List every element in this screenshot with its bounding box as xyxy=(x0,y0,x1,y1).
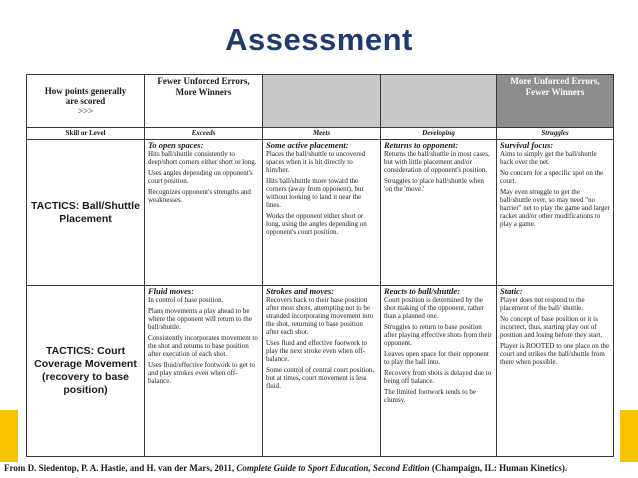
cell-text: No concern for a specific spot on the court. xyxy=(500,169,604,185)
cell-text: Struggles to place ball/shuttle when 'on the 'move.' xyxy=(384,177,484,193)
cell-text: Recognizes opponent's strengths and weaknesses. xyxy=(148,188,251,204)
cell-heading: Reacts to ball/shuttle: xyxy=(384,286,461,296)
cell-text: Works the opponent either short or long, using the angles depending on opponent's court position. xyxy=(266,212,367,236)
cell-text: Recovery from shots is delayed due to being off balance. xyxy=(384,369,492,385)
row-label-placement: TACTICS: Ball/Shuttle Placement xyxy=(27,140,145,286)
scoring-corner-cell xyxy=(27,75,145,128)
cell-placement-meets xyxy=(263,140,381,286)
cell-text: May even struggle to get the ball/shuttle over, so may need "no barrier" net to play the game and larger racket and/or other modifications to play a game. xyxy=(500,188,610,228)
corner-line-1: How points generally xyxy=(44,86,127,96)
row-label-court-coverage: TACTICS: Court Coverage Movement (recovery to base position) xyxy=(27,286,145,457)
cell-text: Uses angles depending on opponent's court position. xyxy=(148,169,253,185)
cell-text: Uses fluid/effective footwork to get to and play strokes even when off-balance. xyxy=(148,361,255,385)
right-accent-bar xyxy=(620,410,638,462)
cell-text: Player is ROOTED to one place on the court and strikes the ball/shuttle from there when possible. xyxy=(500,342,610,366)
citation-footer xyxy=(0,462,638,478)
cell-heading: Fluid moves: xyxy=(148,286,195,296)
cell-text: Some control of central court position, but at times, court movement is less fluid. xyxy=(266,366,375,390)
cell-heading: Strokes and moves: xyxy=(266,286,334,296)
cell-placement-struggles xyxy=(497,140,614,286)
cell-text: Court position is determined by the shot making of the opponent, rather than a planned one. xyxy=(384,296,484,320)
level-exceeds: Exceeds xyxy=(145,128,263,140)
cell-heading: Some active placement: xyxy=(266,140,349,150)
level-struggles: Struggles xyxy=(497,128,614,140)
cell-text: Returns the ball/shuttle in most cases, but with little placement and/or consideration of opponent's position. xyxy=(384,150,490,174)
header-gray-cell-1 xyxy=(263,75,381,128)
cell-coverage-meets xyxy=(263,286,381,457)
cell-text: Places the ball/shuttle to uncovered spaces when it is hit directly to him/her. xyxy=(266,150,366,174)
cell-coverage-struggles xyxy=(497,286,614,457)
cell-text: Struggles to return to base position after playing effective shots from their opponent. xyxy=(384,323,492,347)
cell-placement-exceeds xyxy=(145,140,263,286)
cell-text: Aims to simply get the ball/shuttle back over the net. xyxy=(500,150,597,166)
cell-text: Hits ball/shuttle more toward the corners (away from opponent), but without looking to land it near the lines. xyxy=(266,177,364,209)
cell-coverage-exceeds xyxy=(145,286,263,457)
cell-text: The limited footwork tends to be clumsy. xyxy=(384,388,476,404)
citation-suffix: (Champaign, IL: Human Kinetics). xyxy=(431,463,568,473)
cell-text: Leaves open space for their opponent to play the ball into. xyxy=(384,350,489,366)
level-header-row xyxy=(27,128,614,140)
level-meets: Meets xyxy=(263,128,381,140)
skill-level-header: Skill or Level xyxy=(27,128,145,140)
cell-coverage-developing xyxy=(381,286,497,457)
level-developing: Developing xyxy=(381,128,497,140)
page-title: Assessment xyxy=(225,22,413,57)
cell-placement-developing xyxy=(381,140,497,286)
cell-text: Recovers back to their base position after most shots, attempting not to be stranded incorporating movement into the shot, returning to base position after each shot. xyxy=(266,296,374,336)
cell-text: No concept of base position or it is incorrect, thus, starting play out of position and losing before they start. xyxy=(500,315,603,339)
table-row xyxy=(27,286,614,457)
cell-text: In control of base position. xyxy=(148,296,224,304)
cell-heading: To open spaces: xyxy=(148,140,204,150)
cell-text: Player does not respond to the placement of the ball/ shuttle. xyxy=(500,296,585,312)
corner-line-2: are scored xyxy=(65,96,106,106)
table-row xyxy=(27,140,614,286)
corner-arrows: >>> xyxy=(77,106,94,116)
cell-heading: Returns to opponent: xyxy=(384,140,459,150)
cell-text: Uses fluid and effective footwork to play the next stroke even when off-balance. xyxy=(266,339,368,363)
cell-text: Consistently incorporates movement to the shot and returns to base position after execution of each shot. xyxy=(148,334,258,358)
scoring-header-row xyxy=(27,75,614,128)
citation-prefix: From D. Siedentop, P. A. Hastie, and H. van der Mars, 2011, xyxy=(4,463,235,473)
citation-book-title: Complete Guide to Sport Education, Second Edition xyxy=(236,463,430,473)
cell-heading: Survival focus: xyxy=(500,140,554,150)
assessment-rubric-table xyxy=(26,74,614,457)
cell-text: Hits ball/shuttle consistently to deep/short corners either short or long. xyxy=(148,150,257,166)
cell-text: Plans movements a play ahead to be where the opponent will return to the ball/shuttle. xyxy=(148,307,252,331)
header-gray-cell-2 xyxy=(381,75,497,128)
left-accent-bar xyxy=(0,410,18,462)
more-errors-header: More Unforced Errors, Fewer Winners xyxy=(497,75,614,128)
fewer-errors-header: Fewer Unforced Errors, More Winners xyxy=(145,75,263,128)
cell-heading: Static: xyxy=(500,286,523,296)
